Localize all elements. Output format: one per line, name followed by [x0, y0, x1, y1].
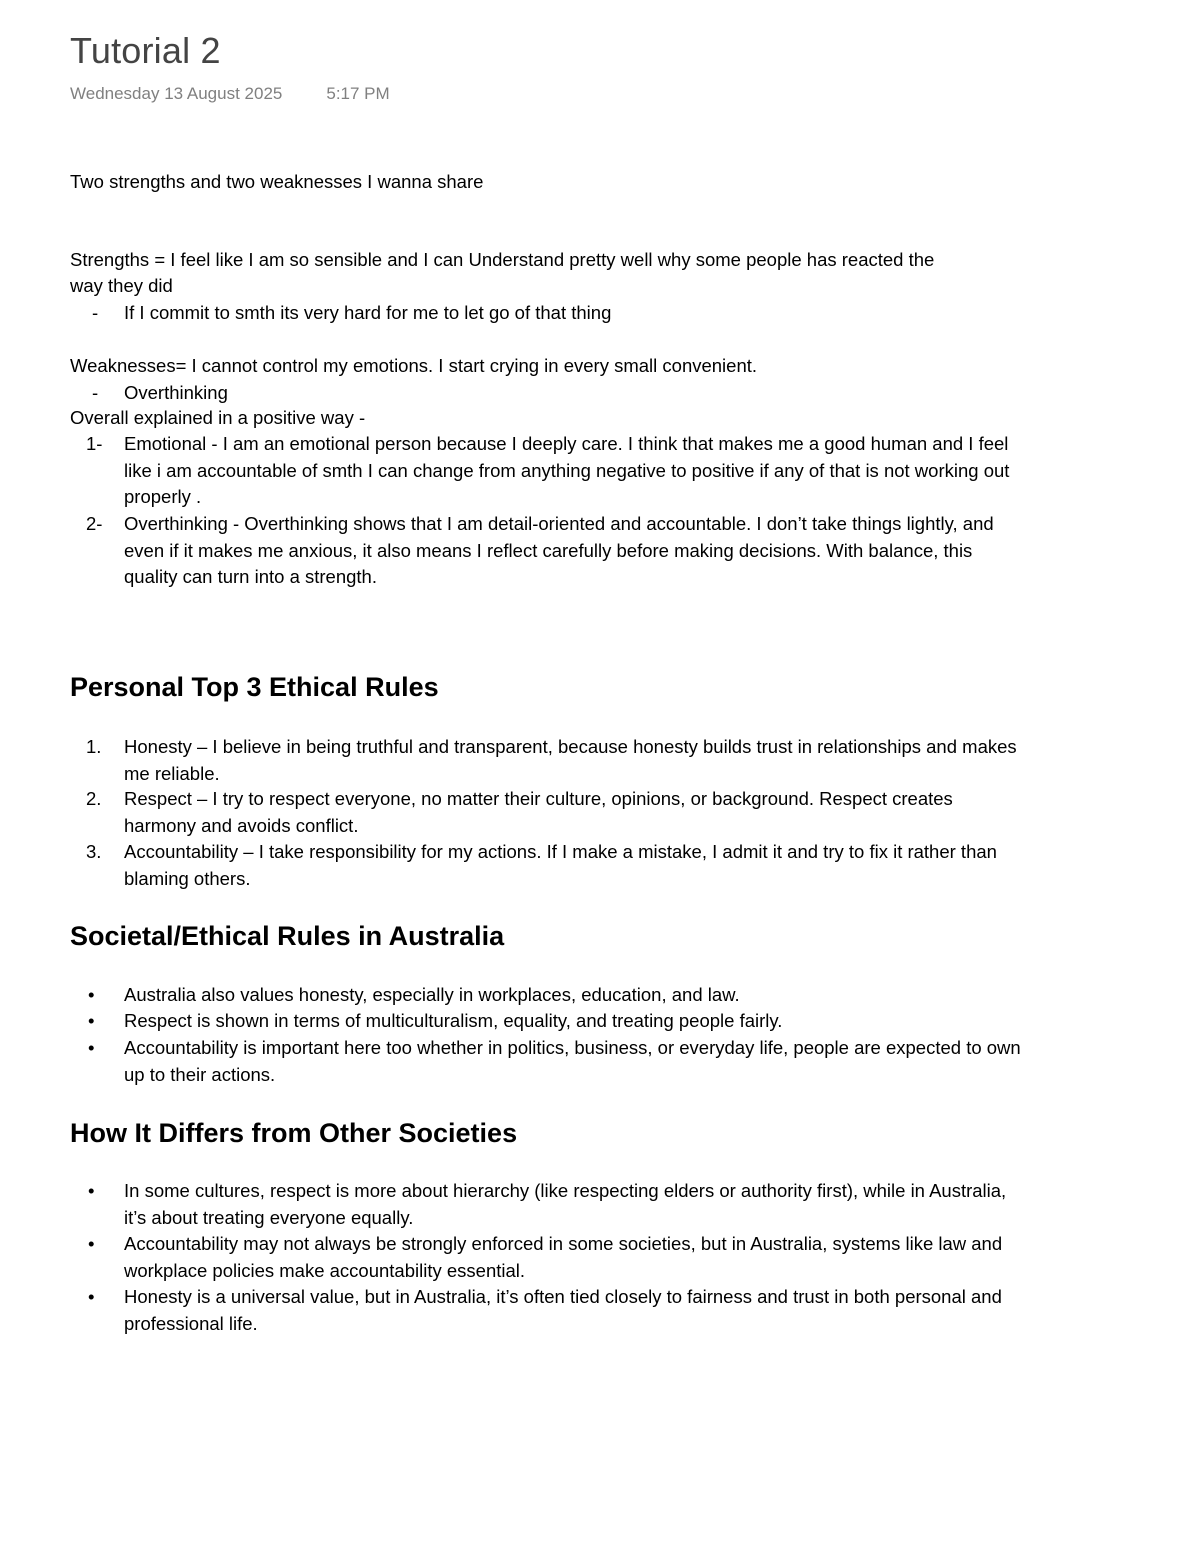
bullet-dot: •: [88, 1286, 95, 1307]
weaknesses-bullet[interactable]: Overthinking: [124, 382, 228, 403]
difference-item-accountability[interactable]: Accountability may not always be strongly enforced in some societies, but in Australia, systems like law and workplace policies make accountability essential.: [124, 1233, 1003, 1281]
strengths-line-1[interactable]: Strengths = I feel like I am so sensible and I can Understand pretty well why some people has reacted the: [70, 249, 935, 270]
rule-item-accountability[interactable]: Accountability – I take responsibility for my actions. If I make a mistake, I admit it and try to fix it rather than blaming others.: [124, 841, 997, 889]
bullet-dot: •: [88, 1233, 95, 1254]
overall-item-overthinking[interactable]: Overthinking - Overthinking shows that I am detail-oriented and accountable. I don’t take things lightly, and even if it makes me anxious, it also means I reflect carefully before making decisions. With balance, this quality can turn into a strength.: [124, 513, 994, 587]
list-marker: 3.: [86, 841, 102, 862]
rule-item-respect[interactable]: Respect – I try to respect everyone, no matter their culture, opinions, or background. Respect creates harmony and avoids conflict.: [124, 788, 953, 836]
list-marker: 2-: [86, 513, 103, 534]
strengths-bullet[interactable]: If I commit to smth its very hard for me to let go of that thing: [124, 302, 612, 323]
bullet-dot: •: [88, 1010, 95, 1031]
note-timestamp: [70, 84, 390, 104]
societal-item-respect[interactable]: Respect is shown in terms of multiculturalism, equality, and treating people fairly.: [124, 1010, 783, 1031]
list-marker: 1.: [86, 736, 102, 757]
heading-societal-rules[interactable]: Societal/Ethical Rules in Australia: [70, 921, 505, 951]
overall-item-emotional[interactable]: Emotional - I am an emotional person because I deeply care. I think that makes me a good human and I feel like i am accountable of smth I can change from anything negative to positive if any of that is not working out properly .: [124, 433, 1010, 507]
bullet-dot: •: [88, 1180, 95, 1201]
note-date: Wednesday 13 August 2025: [70, 84, 283, 103]
rule-item-honesty[interactable]: Honesty – I believe in being truthful and transparent, because honesty builds trust in relationships and makes me reliable.: [124, 736, 1017, 784]
overall-intro[interactable]: Overall explained in a positive way -: [70, 407, 366, 428]
difference-item-honesty[interactable]: Honesty is a universal value, but in Australia, it’s often tied closely to fairness and trust in both personal and professional life.: [124, 1286, 1002, 1334]
heading-personal-rules[interactable]: Personal Top 3 Ethical Rules: [70, 672, 439, 702]
societal-item-accountability[interactable]: Accountability is important here too whether in politics, business, or everyday life, people are expected to own up to their actions.: [124, 1037, 1021, 1085]
strengths-line-2[interactable]: way they did: [70, 275, 173, 296]
list-marker: 1-: [86, 433, 103, 454]
bullet-dot: •: [88, 1037, 95, 1058]
bullet-dash: -: [92, 302, 99, 323]
note-time: 5:17 PM: [326, 84, 390, 103]
intro-text[interactable]: Two strengths and two weaknesses I wanna share: [70, 171, 484, 192]
bullet-dash: -: [92, 382, 99, 403]
societal-item-honesty[interactable]: Australia also values honesty, especially in workplaces, education, and law.: [124, 984, 740, 1005]
heading-differences[interactable]: How It Differs from Other Societies: [70, 1118, 518, 1148]
list-marker: 2.: [86, 788, 102, 809]
difference-item-respect[interactable]: In some cultures, respect is more about hierarchy (like respecting elders or authority first), while in Australia, it’s about treating everyone equally.: [124, 1180, 1007, 1228]
bullet-dot: •: [88, 984, 95, 1005]
weaknesses-line[interactable]: Weaknesses= I cannot control my emotions. I start crying in every small convenient.: [70, 355, 758, 376]
page-title[interactable]: Tutorial 2: [70, 30, 221, 71]
